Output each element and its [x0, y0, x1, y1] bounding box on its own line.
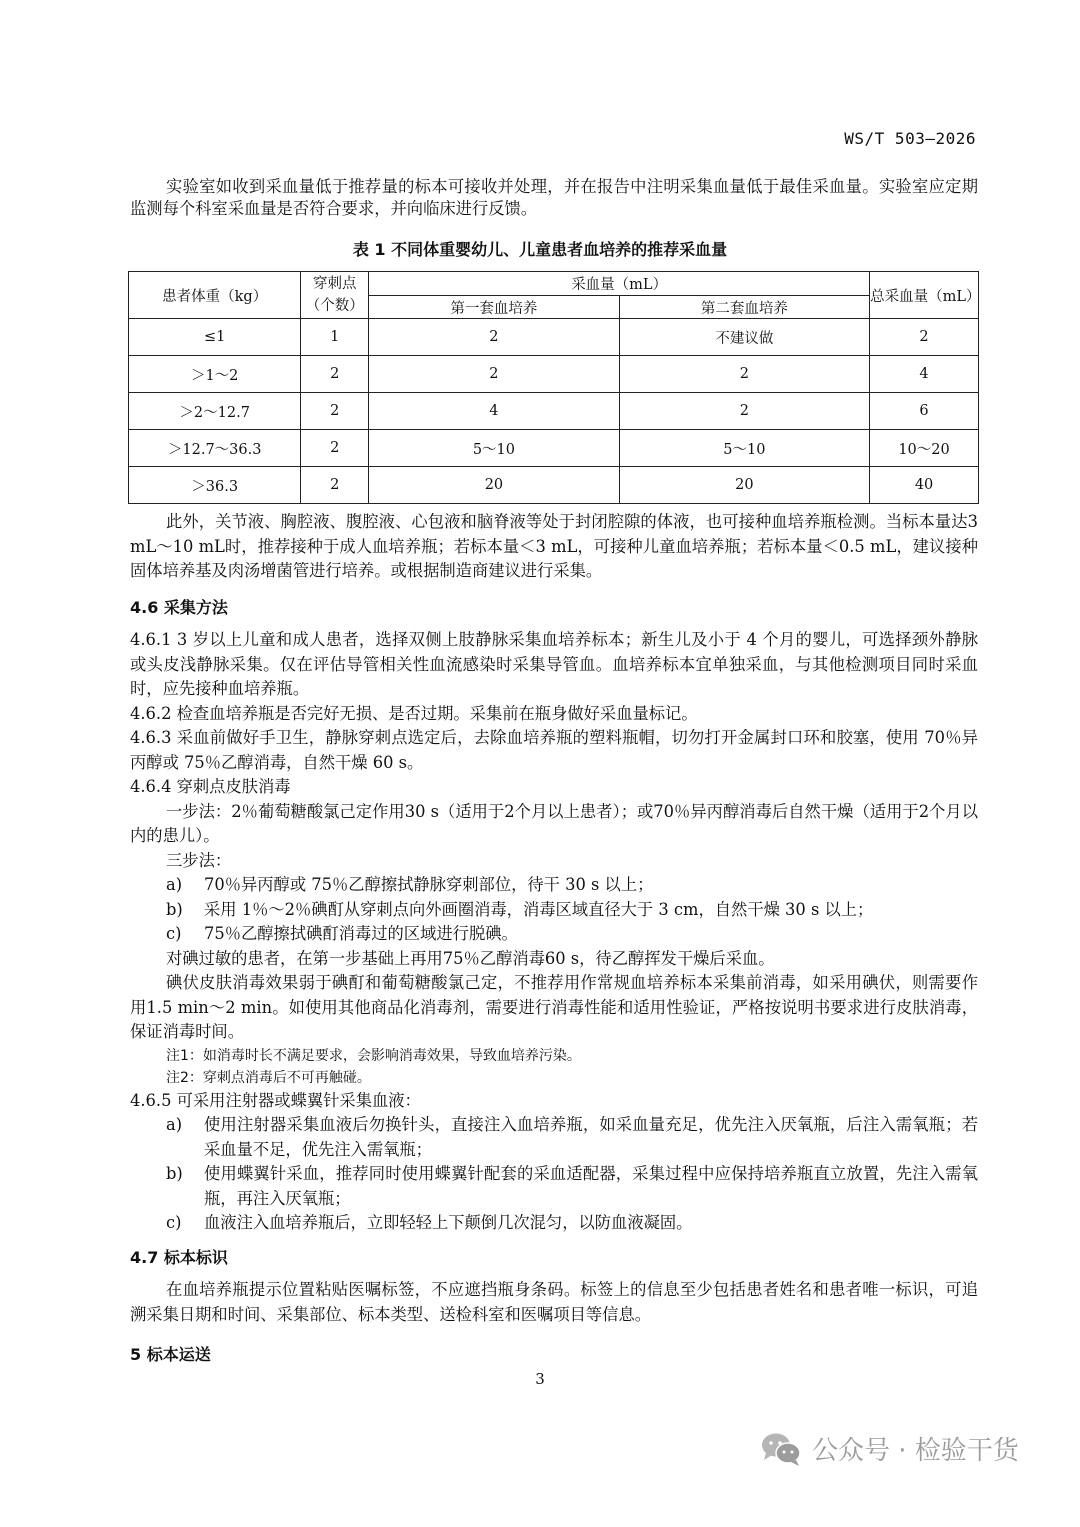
list-item-text: 使用蝶翼针采血，推荐同时使用蝶翼针配套的采血适配器，采集过程中应保持培养瓶直立放置，先注入需氧瓶，再注入厌氧瓶； — [204, 1164, 978, 1208]
clause-4-6-2: 4.6.2 检查血培养瓶是否完好无损、是否过期。采集前在瓶身做好采血量标记。 — [130, 703, 698, 723]
iodophor-paragraph: 碘伏皮肤消毒效果弱于碘酊和葡萄糖酸氯己定，不推荐用作常规血培养标本采集前消毒，如采用碘伏，则需要作用1.5 min～2 min。如使用其他商品化消毒剂，需要进行消毒性能和适用性验证，严格按说明书要求进行皮肤消毒，保证消毒时间。 — [130, 973, 978, 1041]
clause-4-6-1: 4.6.1 3 岁以上儿童和成人患者，选择双侧上肢静脉采集血培养标本；新生儿及小于 4 个月的婴儿，可选择颈外静脉或头皮浅静脉采集。仅在评估导管相关性血流感染时采集导管血。血培养标本宜单独采血，与其他检测项目同时采血时，应先接种血培养瓶。 — [130, 630, 978, 698]
clause-4-6-4-title: 4.6.4 穿刺点皮肤消毒 — [130, 777, 291, 796]
list-item-text: 血液注入血培养瓶后，立即轻轻上下颠倒几次混匀，以防血液凝固。 — [204, 1213, 693, 1232]
list-item — [130, 898, 978, 923]
cell-puncture: 2 — [301, 467, 369, 504]
intro-paragraph: 实验室如收到采血量低于推荐量的标本可接收并处理，并在报告中注明采集血量低于最佳采血量。实验室应定期监测每个科室采血量是否符合要求，并向临床进行反馈。 — [130, 177, 978, 218]
page-number: 3 — [535, 1370, 545, 1388]
cell-total: 4 — [870, 356, 979, 393]
cell-weight: ＞2～12.7 — [129, 393, 301, 430]
list-item-label: a) — [166, 1115, 183, 1134]
cell-set2: 5～10 — [619, 430, 869, 467]
note-1 — [130, 1045, 978, 1067]
cell-total: 6 — [870, 393, 979, 430]
table-row — [129, 393, 979, 430]
watermark — [760, 1430, 1019, 1467]
list-item — [130, 873, 978, 898]
clause-4-6-5-title: 4.6.5 可采用注射器或蝶翼针采集血液： — [130, 1090, 421, 1110]
list-item-text: 70％异丙醇或 75％乙醇擦拭静脉穿刺部位，待干 30 s 以上； — [204, 875, 654, 894]
cell-puncture: 2 — [301, 356, 369, 393]
cell-set1: 2 — [369, 319, 619, 356]
cell-puncture: 1 — [301, 319, 369, 356]
list-item — [130, 1211, 978, 1236]
header-puncture — [301, 272, 369, 319]
section-4-7-heading: 4.7 标本标识 — [130, 1247, 228, 1267]
clause-4-6-3: 4.6.3 采血前做好手卫生，静脉穿刺点选定后，去除血培养瓶的塑料瓶帽，切勿打开金属封口环和胶塞，使用 70％异丙醇或 75％乙醇消毒，自然干燥 60 s。 — [130, 728, 978, 772]
table-caption: 表 1 不同体重婴幼儿、儿童患者血培养的推荐采血量 — [352, 240, 728, 259]
header-total: 总采血量（mL） — [870, 272, 979, 319]
intro-section — [130, 176, 978, 220]
list-item-text: 75％乙醇擦拭碘酊消毒过的区域进行脱碘。 — [204, 924, 518, 943]
cell-puncture: 2 — [301, 430, 369, 467]
note-1-label: 注1： — [166, 1047, 203, 1064]
header-set1: 第一套血培养 — [369, 296, 619, 319]
three-step-method-label: 三步法： — [166, 850, 232, 870]
cell-total: 2 — [870, 319, 979, 356]
body-fluid-paragraph: 此外，关节液、胸腔液、腹腔液、心包液和脑脊液等处于封闭腔隙的体液，也可接种血培养瓶检测。当标本量达3 mL～10 mL时，推荐接种于成人血培养瓶；若标本量＜3 mL，可接种儿童血培养瓶；若标本量＜0.5 mL，建议接种固体培养基及肉汤增菌管进行培养。或根据制造商建议进行采集。 — [130, 512, 978, 580]
list-item-label: b) — [166, 1164, 183, 1183]
cell-weight: ＞36.3 — [129, 467, 301, 504]
cell-set1: 5～10 — [369, 430, 619, 467]
list-item-text: 使用注射器采集血液后勿换针头，直接注入血培养瓶，如采血量充足，优先注入厌氧瓶，后注入需氧瓶；若采血量不足，优先注入需氧瓶； — [204, 1115, 978, 1159]
cell-set1: 20 — [369, 467, 619, 504]
list-item — [130, 1162, 978, 1211]
list-item-label: c) — [166, 924, 182, 943]
note-1-text: 如消毒时长不满足要求，会影响消毒效果，导致血培养污染。 — [202, 1047, 581, 1064]
note-2-label: 注2： — [166, 1069, 203, 1086]
standard-code: WS/T 503—2026 — [844, 129, 976, 148]
list-item-label: b) — [166, 899, 183, 919]
note-2 — [130, 1067, 978, 1089]
section-4-6-heading: 4.6 采集方法 — [130, 597, 228, 617]
table-row — [129, 356, 979, 393]
blood-volume-table — [128, 271, 979, 504]
header-weight: 患者体重（kg） — [129, 272, 301, 319]
table-row — [129, 319, 979, 356]
cell-set2: 2 — [619, 393, 869, 430]
cell-set2: 2 — [619, 356, 869, 393]
list-item-label: a) — [166, 875, 183, 894]
cell-set1: 4 — [369, 393, 619, 430]
cell-weight: ＞1～2 — [129, 356, 301, 393]
cell-total: 10～20 — [870, 430, 979, 467]
cell-weight: ≤1 — [129, 319, 301, 356]
header-puncture-line1: 穿刺点 — [313, 276, 357, 292]
iodine-allergy-paragraph: 对碘过敏的患者，在第一步基础上再用75％乙醇消毒60 s，待乙醇挥发干燥后采血。 — [166, 948, 775, 968]
main-body — [130, 510, 978, 1368]
header-volume: 采血量（mL） — [369, 272, 870, 296]
list-item-label: c) — [166, 1213, 182, 1232]
list-item — [130, 1113, 978, 1162]
cell-set2: 不建议做 — [619, 319, 869, 356]
list-item-text: 采用 1％～2％碘酊从穿刺点向外画圈消毒，消毒区域直径大于 3 cm，自然干燥 30 s 以上； — [204, 899, 874, 919]
note-2-text: 穿刺点消毒后不可再触碰。 — [202, 1069, 371, 1086]
watermark-text: 公众号 · 检验干货 — [812, 1436, 1019, 1466]
section-5-heading: 5 标本运送 — [130, 1345, 211, 1364]
cell-total: 40 — [870, 467, 979, 504]
header-set2: 第二套血培养 — [619, 296, 869, 319]
wechat-icon — [760, 1431, 802, 1467]
cell-set2: 20 — [619, 467, 869, 504]
table-row — [129, 467, 979, 504]
list-item — [130, 922, 978, 947]
cell-weight: ＞12.7～36.3 — [129, 430, 301, 467]
cell-puncture: 2 — [301, 393, 369, 430]
cell-set1: 2 — [369, 356, 619, 393]
one-step-method: 一步法：2％葡萄糖酸氯己定作用30 s（适用于2个月以上患者）；或70％异丙醇消毒后自然干燥（适用于2个月以内的患儿）。 — [130, 801, 978, 845]
table-row — [129, 430, 979, 467]
specimen-label-paragraph: 在血培养瓶提示位置粘贴医嘱标签，不应遮挡瓶身条码。标签上的信息至少包括患者姓名和患者唯一标识，可追溯采集日期和时间、采集部位、标本类型、送检科室和医嘱项目等信息。 — [130, 1280, 978, 1324]
header-puncture-line2: （个数） — [305, 298, 364, 314]
